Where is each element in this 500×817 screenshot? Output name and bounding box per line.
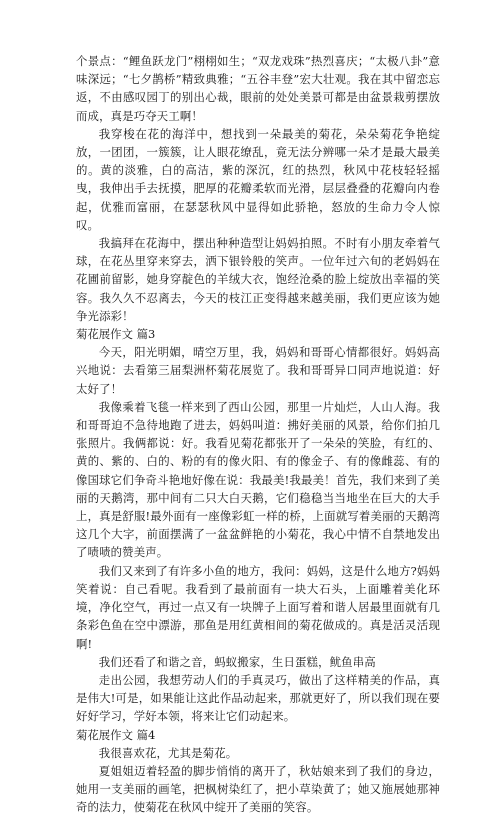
paragraph-garden-sights: 个景点：“鲤鱼跃龙门”栩栩如生；“双龙戏珠”热烈喜庆；“太极八卦”意味深远；“七夕鹊桥”精致典雅；“五谷丰登”宏大壮观。我在其中留恋忘返，不由感叹园丁的别出心裁，眼前的处处美景可都是由盆景栽剪摆放而成，真是巧夺天工啊！ — [76, 54, 440, 123]
paragraph-west-hill-park: 我像乘着飞毯一样来到了西山公园，那里一片灿烂，人山人海。我和哥哥迫不急待地跑了进去，妈妈叫道：拂好美丽的风景，给你们拍几张照片。我俩都说：好。我看见菊花都张开了一朵朵的笑脸，有红的、黄的、紫的、白的、粉的有的像火阳、有的像金子、有的像雌蕊、有的像国球它们争奇斗艳地好像在说：我最美!我最美！首先，我们来到了美丽的天鹅湾，那中间有二只大白天鹅，它们稳稳当当地坐在巨大的大手上，真是舒服!最外面有一座像彩虹一样的桥，上面就写着美丽的天鹅湾这几个大字，前面摆满了一盆盆鲜艳的小菊花，我心中情不自禁地发出了啧啧的赞美声。 — [76, 399, 440, 560]
paragraph-photos: 我搞拜在花海中，摆出种种造型让妈妈拍照。不时有小朋友牵着气球，在花丛里穿来穿去，洒下银铃般的笑声。一位年过六旬的老妈妈在花圃前留影，她身穿靛色的羊绒大衣，饱经沧桑的脸上绽放出幸福的笑容。我久久不忍离去，今天的枝江正变得越来越美丽，我们更应该为她争光添彩！ — [76, 236, 440, 323]
essay-title-4: 菊花展作文 篇4 — [76, 727, 156, 742]
paragraph-fish-area: 我们又来到了有许多小鱼的地方，我问：妈妈，这是什么地方?妈妈笑着说：自己看呢。我看到了最前面有一块大石头，上面雕着美化环境，净化空气，再过一点又有一块牌子上面写着和谐人居最里面就有几条彩色鱼在空中漂游，那鱼是用红黄相间的菊花做成的。真是活灵活现啊! — [76, 563, 440, 651]
paragraph-sunny-day: 今天，阳光明媚，晴空万里，我，妈妈和哥哥心情都很好。妈妈高兴地说：去看第三届梨洲杯菊花展览了。我和哥哥异口同声地说道：好太好了！ — [76, 345, 440, 396]
paragraph-other-exhibits: 我们还看了和谐之音，蚂蚁搬家，生日蛋糕，鱿鱼串高 — [98, 654, 376, 669]
paragraph-love-flowers: 我很喜欢花，尤其是菊花。 — [98, 745, 238, 760]
paragraph-autumn-arrives: 夏姐姐迈着轻盈的脚步悄悄的离开了，秋姑娘来到了我们的身边，她用一支美丽的画笔，把枫树染红了，把小草染黄了；她又施展她那神奇的法力，使菊花在秋风中绽开了美丽的笑容。 — [76, 763, 440, 815]
paragraph-leaving-park: 走出公园，我想劳动人们的手真灵巧，做出了这样精美的作品，真是伟大!可是，如果能让这此作品动起来，那就更好了，所以我们现在要好好学习，学好本领，将来让它们动起来。 — [76, 672, 440, 724]
paragraph-flower-sea: 我穿梭在花的海洋中，想找到一朵最美的菊花，朵朵菊花争艳绽放，一团团，一簇簇，让人眼花缭乱，竟无法分辨哪一朵才是最大最美的。黄的淡雅，白的高洁，紫的深沉，红的热烈，秋风中花枝轻轻摇曳，我伸出手去抚摸，肥厚的花瓣柔软而光滑，层层叠叠的花瓣向内卷起，优雅而富丽，在瑟瑟秋风中显得如此骄艳，怒放的生命力令人惊叹。 — [76, 126, 440, 232]
essay-title-3: 菊花展作文 篇3 — [76, 327, 156, 342]
